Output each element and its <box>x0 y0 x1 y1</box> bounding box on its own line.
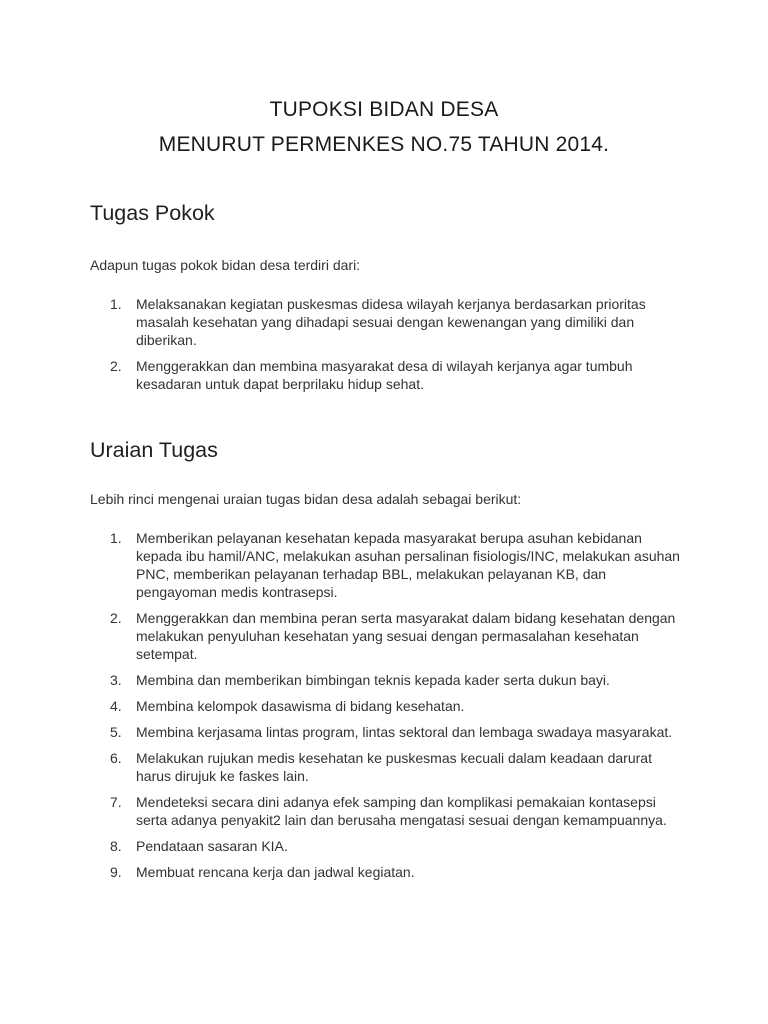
list-item-text: Membuat rencana kerja dan jadwal kegiatan. <box>136 864 415 880</box>
list-item-text: Membina dan memberikan bimbingan teknis kepada kader serta dukun bayi. <box>136 672 610 688</box>
list-item-number: 2. <box>110 358 122 374</box>
list-item-text: Melakukan rujukan medis kesehatan ke puskesmas kecuali dalam keadaan darurat harus dirujuk ke faskes lain. <box>136 750 652 784</box>
list-item <box>90 723 680 741</box>
list-item-number: 4. <box>110 698 122 714</box>
list-item-number: 7. <box>110 794 122 810</box>
list-item-text: Membina kelompok dasawisma di bidang kesehatan. <box>136 698 465 714</box>
list-item <box>90 697 680 715</box>
list-item-number: 5. <box>110 724 122 740</box>
section-uraian-tugas <box>90 436 680 889</box>
list-item <box>90 671 680 689</box>
list-item <box>90 357 680 393</box>
list-item-number: 2. <box>110 610 122 626</box>
list-item-number: 1. <box>110 296 122 312</box>
title-line-1: TUPOKSI BIDAN DESA <box>269 98 499 121</box>
task-list <box>90 529 680 881</box>
list-item-number: 6. <box>110 750 122 766</box>
list-item-number: 8. <box>110 838 122 854</box>
list-item-text: Melaksanakan kegiatan puskesmas didesa wilayah kerjanya berdasarkan prioritas masalah kesehatan yang dihadapi sesuai dengan kewenangan yang dimiliki dan diberikan. <box>136 296 646 348</box>
list-item <box>90 295 680 349</box>
list-item-text: Mendeteksi secara dini adanya efek samping dan komplikasi pemakaian kontasepsi serta adanya penyakit2 lain dan berusaha mengatasi sesuai dengan kemampuannya. <box>136 794 667 828</box>
title-line-2: MENURUT PERMENKES NO.75 TAHUN 2014. <box>158 133 610 156</box>
section-heading: Tugas Pokok <box>90 201 215 225</box>
section-intro: Adapun tugas pokok bidan desa terdiri dari: <box>90 257 361 273</box>
list-item-text: Menggerakkan dan membina masyarakat desa di wilayah kerjanya agar tumbuh kesadaran untuk dapat berprilaku hidup sehat. <box>136 358 633 392</box>
list-item-number: 1. <box>110 530 122 546</box>
section-intro: Lebih rinci mengenai uraian tugas bidan desa adalah sebagai berikut: <box>90 491 522 507</box>
list-item-number: 3. <box>110 672 122 688</box>
list-item-text: Memberikan pelayanan kesehatan kepada masyarakat berupa asuhan kebidanan kepada ibu hamil/ANC, melakukan asuhan persalinan fisiologis/INC, melakukan asuhan PNC, memberikan pelayanan terhadap BBL, melakukan pelayanan KB, dan pengayoman medis kontrasepsi. <box>136 530 680 600</box>
list-item <box>90 863 680 881</box>
list-item <box>90 837 680 855</box>
list-item-text: Menggerakkan dan membina peran serta masyarakat dalam bidang kesehatan dengan melakukan penyuluhan kesehatan yang sesuai dengan permasalahan kesehatan setempat. <box>136 610 676 662</box>
task-list <box>90 295 680 393</box>
list-item <box>90 529 680 601</box>
list-item <box>90 609 680 663</box>
list-item <box>90 793 680 829</box>
list-item-text: Pendataan sasaran KIA. <box>136 838 288 854</box>
section-tugas-pokok <box>90 199 680 401</box>
list-item-number: 9. <box>110 864 122 880</box>
list-item <box>90 749 680 785</box>
list-item-text: Membina kerjasama lintas program, lintas sektoral dan lembaga swadaya masyarakat. <box>136 724 673 740</box>
document-title <box>0 92 768 162</box>
section-heading: Uraian Tugas <box>90 438 218 462</box>
